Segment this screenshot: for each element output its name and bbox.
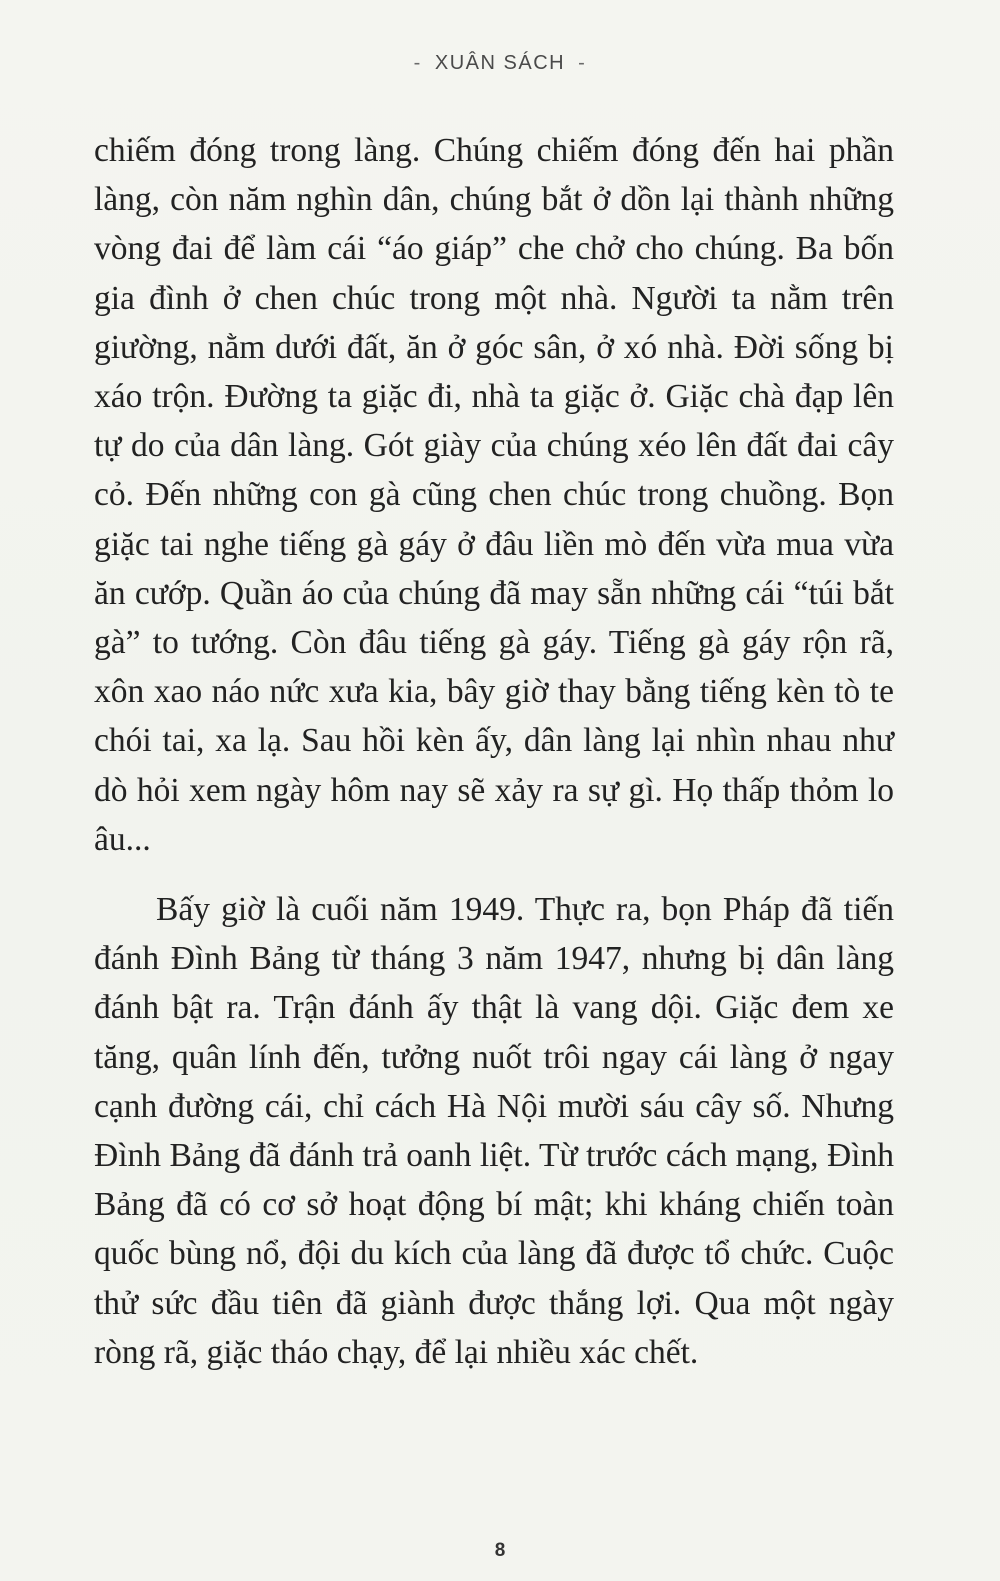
running-header: [0, 52, 1000, 75]
page-number: 8: [494, 1540, 506, 1561]
body-text: [94, 126, 894, 1377]
header-dash-right: -: [578, 52, 587, 74]
paragraph-1: chiếm đóng trong làng. Chúng chiếm đóng đến hai phần làng, còn năm nghìn dân, chúng bắt ở dồn lại thành những vòng đai để làm cái “áo giáp” che chở cho chúng. Ba bốn gia đình ở chen chúc trong một nhà. Người ta nằm trên giường, nằm dưới đất, ăn ở góc sân, ở xó nhà. Đời sống bị xáo trộn. Đường ta giặc đi, nhà ta giặc ở. Giặc chà đạp lên tự do của dân làng. Gót giày của chúng xéo lên đất đai cây cỏ. Đến những con gà cũng chen chúc trong chuồng. Bọn giặc tai nghe tiếng gà gáy ở đâu liền mò đến vừa mua vừa ăn cướp. Quần áo của chúng đã may sẵn những cái “túi bắt gà” to tướng. Còn đâu tiếng gà gáy. Tiếng gà gáy rộn rã, xôn xao náo nức xưa kia, bây giờ thay bằng tiếng kèn tò te chói tai, xa lạ. Sau hồi kèn ấy, dân làng lại nhìn nhau như dò hỏi xem ngày hôm nay sẽ xảy ra sự gì. Họ thấp thỏm lo âu...: [94, 132, 894, 858]
paragraph-2: Bấy giờ là cuối năm 1949. Thực ra, bọn Pháp đã tiến đánh Đình Bảng từ tháng 3 năm 1947, nhưng bị dân làng đánh bật ra. Trận đánh ấy thật là vang dội. Giặc đem xe tăng, quân lính đến, tưởng nuốt trôi ngay cái làng ở ngay cạnh đường cái, chỉ cách Hà Nội mười sáu cây số. Nhưng Đình Bảng đã đánh trả oanh liệt. Từ trước cách mạng, Đình Bảng đã có cơ sở hoạt động bí mật; khi kháng chiến toàn quốc bùng nổ, đội du kích của làng đã được tổ chức. Cuộc thử sức đầu tiên đã giành được thắng lợi. Qua một ngày ròng rã, giặc tháo chạy, để lại nhiều xác chết.: [94, 891, 894, 1371]
header-dash-left: -: [413, 52, 422, 74]
header-title: XUÂN SÁCH: [434, 52, 566, 74]
